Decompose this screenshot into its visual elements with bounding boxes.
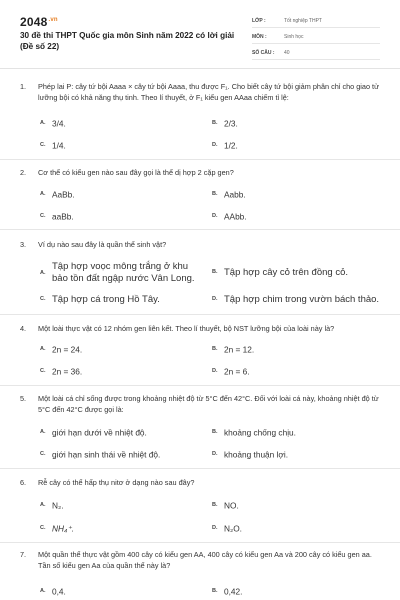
option-d[interactable] (212, 523, 242, 534)
option-text: aaBb. (52, 211, 74, 222)
question-6 (20, 477, 380, 488)
logo-text: 2048 (20, 15, 48, 29)
question-divider (0, 385, 400, 386)
option-letter: D. (212, 368, 218, 375)
option-letter: A. (40, 191, 46, 198)
question-text: Một quần thể thực vật gồm 400 cây có kiểu gen AA, 400 cây có kiểu gen Aa và 200 cây có kiểu gen aa. Tần số kiểu gen Aa của quần thể này là? (38, 550, 372, 570)
question-5 (20, 393, 380, 414)
question-number: 6. (20, 478, 27, 487)
option-letter: D. (212, 213, 218, 220)
option-text: 2n = 24. (52, 344, 83, 355)
meta-value: 40 (284, 49, 290, 56)
question-3 (20, 239, 380, 250)
question-number: 2. (20, 168, 27, 177)
option-a[interactable] (40, 586, 66, 597)
option-text: NO. (224, 500, 239, 511)
question-text: Ví dụ nào sau đây là quần thể sinh vật? (38, 240, 167, 249)
option-text: NH₄⁺. (52, 523, 74, 534)
option-letter: A. (40, 502, 46, 509)
option-text: Tập hợp voọc mông trắng ở khu bảo tồn đất ngập nước Vân Long. (52, 261, 195, 284)
question-text: Cơ thể có kiểu gen nào sau đây gọi là thể dị hợp 2 cặp gen? (38, 168, 234, 177)
option-c[interactable] (40, 211, 74, 222)
option-letter: A. (40, 429, 46, 436)
question-7 (20, 549, 380, 570)
option-letter: A. (40, 346, 46, 353)
option-text: 0,4. (52, 586, 66, 597)
option-text: Tập hợp chim trong vườn bách thảo. (224, 294, 380, 305)
option-a[interactable] (40, 427, 147, 438)
option-text: 1/2. (224, 140, 238, 151)
option-text: Aabb. (224, 189, 246, 200)
question-divider (0, 159, 400, 160)
option-text: 2n = 36. (52, 366, 83, 377)
question-divider (0, 314, 400, 315)
option-letter: A. (40, 270, 46, 276)
option-text: giới hạn dưới về nhiệt độ. (52, 427, 147, 438)
meta-value: Sinh học (284, 33, 304, 40)
option-c[interactable] (40, 523, 74, 534)
option-letter: C. (40, 451, 46, 458)
page-title: 30 đề thi THPT Quốc gia môn Sinh năm 2022 có lời giải (Đề số 22) (20, 31, 235, 51)
option-letter: B. (212, 120, 218, 127)
option-letter: A. (40, 120, 46, 127)
meta-row-class (252, 14, 380, 28)
meta-label: LỚP : (252, 17, 266, 24)
option-d[interactable] (212, 449, 288, 460)
option-letter: B. (212, 588, 218, 595)
option-b[interactable] (212, 118, 238, 129)
question-4 (20, 323, 380, 334)
option-letter: B. (212, 502, 218, 509)
header (0, 0, 400, 62)
option-c[interactable] (40, 366, 82, 377)
logo-suffix: .vn (48, 17, 58, 23)
option-text: khoảng thuận lợi. (224, 449, 289, 460)
question-2 (20, 167, 380, 178)
option-letter: B. (212, 269, 218, 275)
meta-info (252, 14, 380, 62)
option-text: 3/4. (52, 118, 66, 129)
option-a[interactable] (40, 189, 75, 200)
meta-label: MÔN : (252, 33, 267, 40)
option-letter: D. (212, 525, 218, 532)
site-logo[interactable] (20, 15, 58, 29)
option-text: Tập hợp cá trong Hồ Tây. (52, 294, 160, 305)
option-c[interactable] (40, 140, 66, 151)
option-letter: D. (212, 296, 218, 302)
meta-label: SỐ CÂU : (252, 49, 275, 56)
question-divider (0, 229, 400, 230)
option-letter: C. (40, 213, 46, 220)
option-text: 2n = 6. (224, 366, 250, 377)
option-text: AaBb. (52, 189, 75, 200)
option-c[interactable] (40, 294, 160, 305)
option-letter: D. (212, 451, 218, 458)
option-a[interactable] (40, 261, 200, 285)
option-c[interactable] (40, 449, 160, 460)
meta-row-count (252, 46, 380, 60)
option-letter: C. (40, 296, 46, 302)
option-text: 2/3. (224, 118, 238, 129)
option-letter: B. (212, 346, 218, 353)
question-number: 4. (20, 324, 27, 333)
option-text: N₂O. (224, 523, 242, 534)
option-text: 0,42. (224, 586, 243, 597)
option-letter: A. (40, 588, 46, 595)
option-d[interactable] (212, 366, 250, 377)
question-text: Một loài thực vật có 12 nhóm gen liên kết. Theo lí thuyết, bộ NST lưỡng bội của loài này là? (38, 324, 335, 333)
meta-value: Tốt nghiệp THPT (284, 17, 322, 24)
question-text: Một loài cá chỉ sống được trong khoảng nhiệt độ từ 5°C đến 42°C. Đối với loài cá này, khoảng nhiệt độ từ 5°C đến 42°C được gọi là: (38, 394, 379, 414)
option-text: N₂. (52, 500, 64, 511)
question-text: Rễ cây có thể hấp thụ nitơ ở dạng nào sau đây? (38, 478, 195, 487)
question-number: 1. (20, 82, 27, 91)
option-b[interactable] (212, 344, 254, 355)
option-d[interactable] (212, 211, 247, 222)
option-b[interactable] (212, 267, 348, 278)
question-number: 5. (20, 394, 27, 403)
option-text: Tập hợp cây cỏ trên đồng cỏ. (224, 267, 348, 278)
meta-row-subject (252, 30, 380, 44)
option-letter: C. (40, 368, 46, 375)
question-1 (20, 81, 380, 102)
option-b[interactable] (212, 427, 296, 438)
option-a[interactable] (40, 118, 66, 129)
option-letter: C. (40, 142, 46, 149)
option-letter: B. (212, 191, 218, 198)
option-text: 1/4. (52, 140, 66, 151)
option-text: giới hạn sinh thái về nhiệt độ. (52, 449, 161, 460)
question-divider (0, 468, 400, 469)
option-letter: C. (40, 525, 46, 532)
option-b[interactable] (212, 189, 246, 200)
option-d[interactable] (212, 294, 379, 305)
option-text: AAbb. (224, 211, 247, 222)
option-letter: B. (212, 429, 218, 436)
option-b[interactable] (212, 500, 239, 511)
option-text: khoảng chống chịu. (224, 427, 296, 438)
option-a[interactable] (40, 344, 82, 355)
question-divider (0, 542, 400, 543)
option-letter: D. (212, 142, 218, 149)
header-divider (0, 68, 400, 69)
question-number: 3. (20, 240, 27, 249)
option-text: 2n = 12. (224, 344, 255, 355)
question-text: Phép lai P: cây tứ bội Aaaa × cây tứ bội Aaaa, thu được F₁. Cho biết cây tứ bội giảm phân chỉ cho giao tử lưỡng bội có khả năng thụ tinh. Theo lí thuyết, ở F₁ kiểu gen AAaa chiếm tỉ lệ: (38, 82, 379, 102)
option-a[interactable] (40, 500, 64, 511)
question-number: 7. (20, 550, 27, 559)
option-b[interactable] (212, 586, 242, 597)
option-d[interactable] (212, 140, 238, 151)
